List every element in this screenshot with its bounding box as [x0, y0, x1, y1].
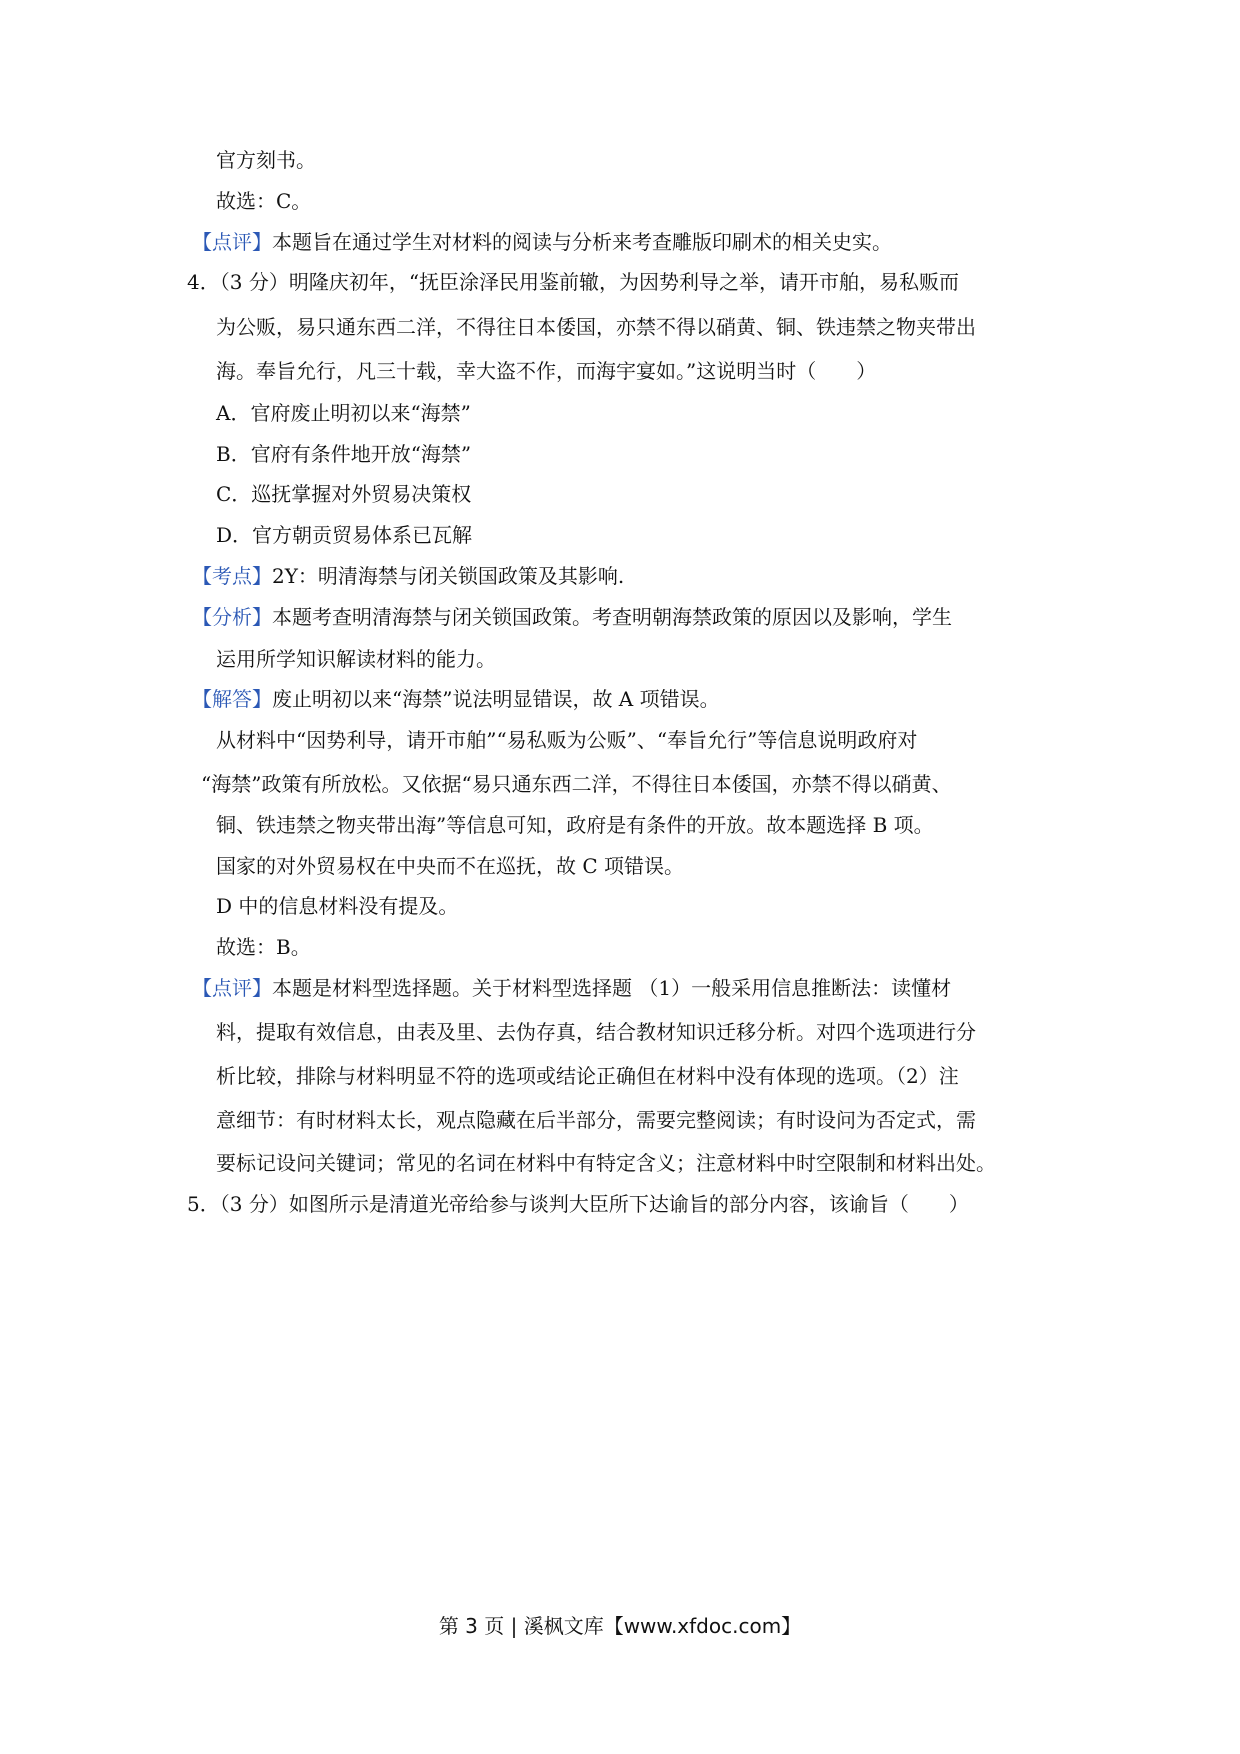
question-4-line-3: 海。奉旨允行，凡三十载，幸大盗不作，而海宇宴如。”这说明当时（ ） [216, 359, 877, 383]
answer-4: 故选：B。 [216, 935, 311, 959]
kaodian [192, 562, 624, 590]
question-4-line-2: 为公贩，易只通东西二洋，不得往日本倭国，亦禁不得以硝黄、铜、铁违禁之物夹带出 [216, 315, 976, 339]
question-number: 4． [187, 270, 220, 294]
question-5-line-1 [187, 1190, 969, 1218]
kaodian-tag: 【考点】 [192, 564, 272, 588]
jieda-tag: 【解答】 [192, 687, 272, 711]
fenxi-tag: 【分析】 [192, 605, 272, 629]
question-text: （3 分）如图所示是清道光帝给参与谈判大臣所下达谕旨的部分内容，该谕旨（ ） [219, 1192, 969, 1216]
comment-text: 本题旨在通过学生对材料的阅读与分析来考查雕版印刷术的相关史实。 [272, 230, 892, 254]
option-c: C．巡抚掌握对外贸易决策权 [216, 482, 472, 506]
dianping-line-4: 意细节：有时材料太长，观点隐藏在后半部分，需要完整阅读；有时设问为否定式，需 [216, 1108, 976, 1132]
option-d: D．官方朝贡贸易体系已瓦解 [216, 523, 473, 547]
question-4-line-1 [187, 268, 959, 296]
dianping-tag: 【点评】 [192, 976, 272, 1000]
jieda-line-6: D 中的信息材料没有提及。 [216, 894, 459, 918]
dianping-line-2: 料，提取有效信息，由表及里、去伪存真，结合教材知识迁移分析。对四个选项进行分 [216, 1020, 976, 1044]
dianping-line-3: 析比较，排除与材料明显不符的选项或结论正确但在材料中没有体现的选项。（2）注 [216, 1064, 959, 1088]
jieda-text: 废止明初以来“海禁”说法明显错误，故 A 项错误。 [272, 687, 720, 711]
fenxi-line-2: 运用所学知识解读材料的能力。 [216, 647, 496, 671]
jieda-line-3: “海禁”政策有所放松。又依据“易只通东西二洋，不得往日本倭国，亦禁不得以硝黄、 [201, 772, 952, 796]
fenxi-text: 本题考查明清海禁与闭关锁国政策。考查明朝海禁政策的原因以及影响，学生 [272, 605, 952, 629]
option-b: B．官府有条件地开放“海禁” [216, 442, 472, 466]
kaodian-text: 2Y：明清海禁与闭关锁国政策及其影响. [272, 564, 625, 588]
question-text: （3 分）明隆庆初年，“抚臣涂泽民用鉴前辙，为因势利导之举，请开市舶，易私贩而 [219, 270, 960, 294]
comment-tag: 【点评】 [192, 230, 272, 254]
page-footer: 第 3 页 | 溪枫文库【www.xfdoc.com】 [438, 1614, 802, 1638]
jieda-line-2: 从材料中“因势利导，请开市舶”“易私贩为公贩”、“奉旨允行”等信息说明政府对 [216, 728, 918, 752]
dianping-line-5: 要标记设问关键词；常见的名词在材料中有特定含义；注意材料中时空限制和材料出处。 [216, 1151, 996, 1175]
option-a: A．官府废止明初以来“海禁” [216, 401, 471, 425]
jieda-line-1 [192, 685, 720, 713]
prev-text-line: 官方刻书。 [216, 148, 316, 172]
prev-comment [192, 228, 892, 256]
jieda-line-4: 铜、铁违禁之物夹带出海”等信息可知，政府是有条件的开放。故本题选择 B 项。 [216, 813, 934, 837]
dianping-text: 本题是材料型选择题。关于材料型选择题 （1）一般采用信息推断法：读懂材 [272, 976, 952, 1000]
jieda-line-5: 国家的对外贸易权在中央而不在巡抚，故 C 项错误。 [216, 854, 685, 878]
prev-answer: 故选：C。 [216, 189, 312, 213]
fenxi-line-1 [192, 603, 952, 631]
dianping-line-1 [192, 974, 951, 1002]
question-number: 5． [187, 1192, 220, 1216]
